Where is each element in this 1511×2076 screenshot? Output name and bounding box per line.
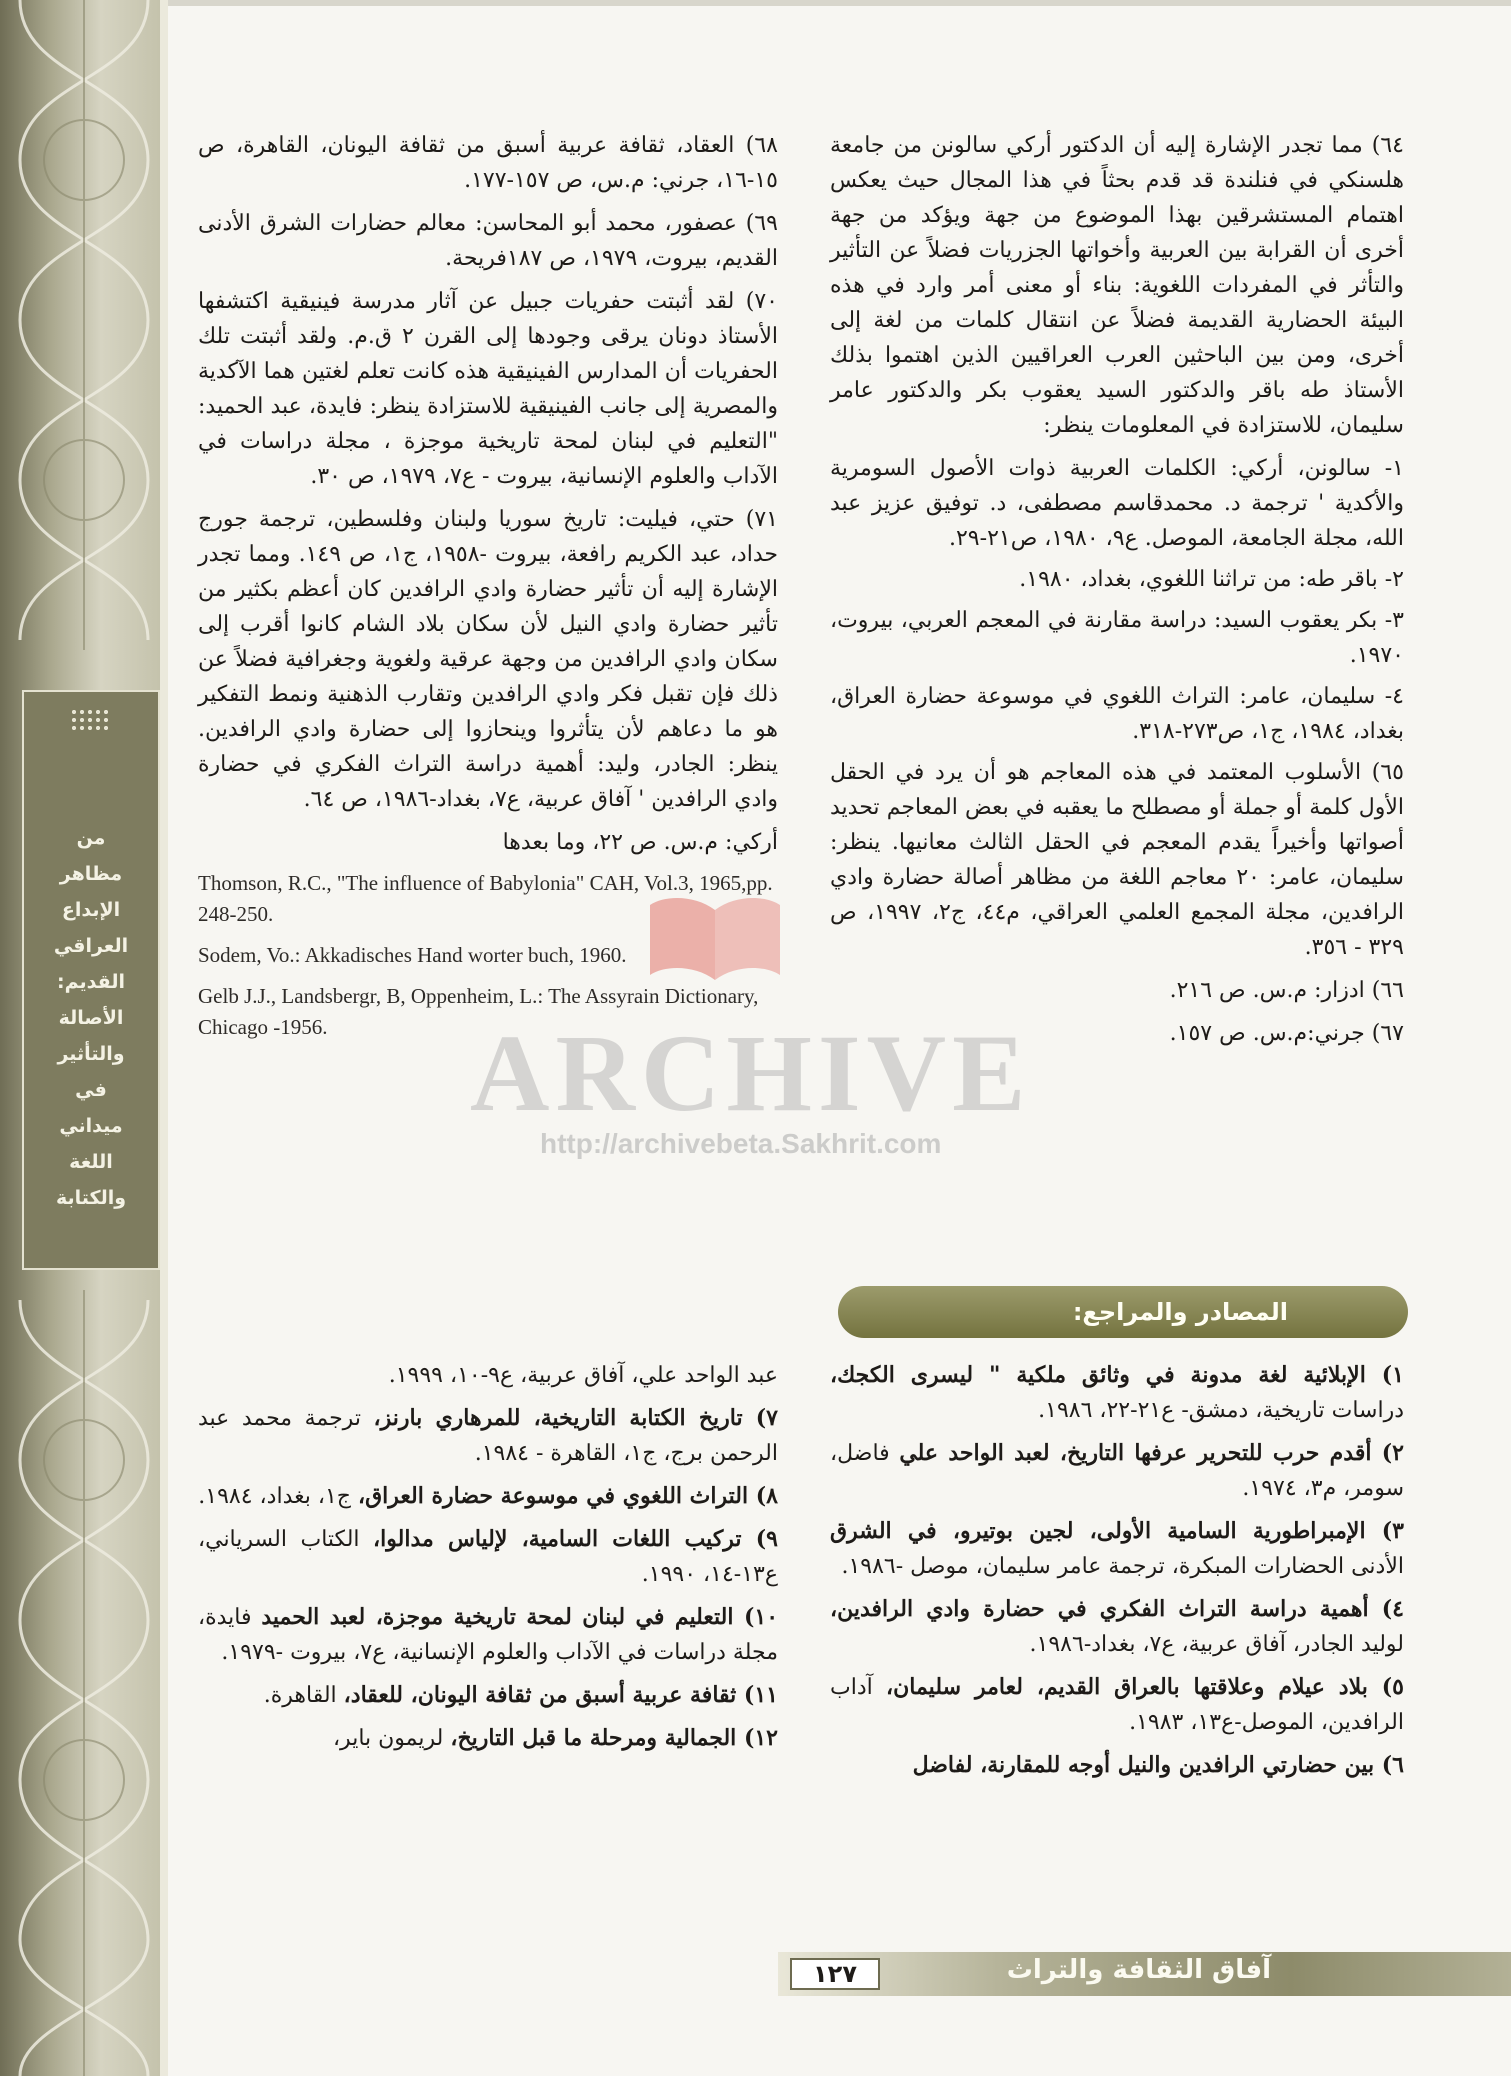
- footnote-71: ٧١) حتي، فيليت: تاريخ سوريا ولبنان وفلسطين، ترجمة جورج حداد، عبد الكريم رافعة، بيروت -١٩٥٨، ج١، ص ١٤٩. ومما تجدر الإشارة إليه أن تأثير حضارة وادي الرافدين كان أعظم بكثير من تأثير حضارة وادي النيل لأن سكان بلاد الشام كانوا أقرب إلى سكان وادي الرافدين من وجهة عرقية ولغوية وجغرافية فضلاً عن ذلك فإن تقبل فكر وادي الرافدين وتقارب الذهنية ونمط التفكير هو ما دعاهم لأن يتأثروا وينحازوا إلى حضارة وادي الرافدين. ينظر: الجادر، وليد: أهمية دراسة التراث الفكري في حضارة وادي الرافدين ' آفاق عربية، ع٧، بغداد-١٩٨٦، ص ٦٤.: [198, 507, 778, 812]
- reference-item: [198, 1479, 778, 1514]
- reference-title: ٦) بين حضارتي الرافدين والنيل أوجه للمقارنة، لفاضل: [912, 1752, 1404, 1778]
- side-title-line: والكتابة: [55, 1187, 127, 1209]
- latin-reference: Thomson, R.C., "The influence of Babylonia" CAH, Vol.3, 1965,pp. 248-250.: [198, 871, 773, 926]
- reference-detail: عبد الواحد علي، آفاق عربية، ع٩-١٠، ١٩٩٩.: [388, 1363, 778, 1388]
- footnote-69: ٦٩) عصفور، محمد أبو المحاسن: معالم حضارات الشرق الأدنى القديم، بيروت، ١٩٧٩، ص ١٨٧فريحة.: [198, 211, 778, 271]
- side-title-line: من: [76, 827, 106, 849]
- magazine-title: آفاق الثقافة والتراث: [1006, 1955, 1271, 1985]
- footnote-71-extra: أركي: م.س. ص ٢٢، وما بعدها: [502, 830, 778, 855]
- references-right-column: [830, 1358, 1404, 1791]
- reference-detail: آداب الرافدين، الموصل-ع١٣، ١٩٨٣.: [830, 1675, 1404, 1735]
- reference-detail: الكتاب السرياني، ع١٣-١٤، ١٩٩٠.: [198, 1527, 778, 1587]
- reference-detail: ترجمة محمد عبد الرحمن برج، ج١، القاهرة - ١٩٨٤.: [198, 1406, 778, 1466]
- side-title-line: الأصالة: [58, 1007, 124, 1029]
- watermark-book-icon: [640, 880, 790, 990]
- reference-detail: فايدة، مجلة دراسات في الآداب والعلوم الإنسانية، ع٧، بيروت -١٩٧٩.: [198, 1605, 778, 1665]
- side-title-line: الإبداع: [61, 899, 121, 921]
- watermark-text: ARCHIVE: [470, 1012, 1032, 1134]
- reference-title: ٨) التراث اللغوي في موسوعة حضارة العراق،: [357, 1483, 778, 1509]
- reference-title: ١١) ثقافة عربية أسبق من ثقافة اليونان، للعقاد،: [343, 1682, 778, 1708]
- reference-title: ٧) تاريخ الكتابة التاريخية، للمرهاري بارنز،: [373, 1405, 778, 1431]
- side-title-line: ميداني: [59, 1115, 123, 1137]
- reference-item: [198, 1678, 778, 1713]
- reference-title: ٣) الإمبراطورية السامية الأولى، لجين بوتيرو، في الشرق: [830, 1518, 1404, 1544]
- reference-item: [830, 1358, 1404, 1428]
- side-title-line: والتأثير: [57, 1043, 125, 1065]
- reference-title: ٢) أقدم حرب للتحرير عرفها التاريخ، لعبد الواحد علي: [899, 1440, 1404, 1466]
- reference-detail: القاهرة.: [263, 1683, 337, 1708]
- footnote-66: ٦٦) ادزار: م.س. ص ٢١٦.: [1169, 978, 1404, 1003]
- footnotes-right-column: [830, 128, 1404, 1059]
- side-title: [22, 820, 160, 1216]
- footnote-64-ref-1: ١- سالونن، أركي: الكلمات العربية ذوات الأصول السومرية والأكدية ' ترجمة د. محمدقاسم مصطفى، د. توفيق عزيز عبد الله، مجلة الجامعة، الموصل. ع٩، ١٩٨٠، ص٢١-٢٩.: [830, 456, 1404, 551]
- side-title-line: اللغة: [69, 1151, 113, 1173]
- reference-detail: دراسات تاريخية، دمشق- ع٢١-٢٢، ١٩٨٦.: [1038, 1398, 1404, 1423]
- reference-title: ١) الإبلائية لغة مدونة في وثائق ملكية " ليسرى الكجك،: [830, 1362, 1404, 1388]
- reference-title: ١٠) التعليم في لبنان لمحة تاريخية موجزة، لعبد الحميد: [261, 1604, 779, 1630]
- reference-item: [830, 1514, 1404, 1584]
- footnote-64-ref-2: ٢- باقر طه: من تراثنا اللغوي، بغداد، ١٩٨٠.: [1019, 567, 1404, 592]
- reference-detail: لريمون باير،: [332, 1726, 444, 1751]
- decorative-side-band: [0, 0, 168, 2076]
- reference-title: ١٢) الجمالية ومرحلة ما قبل التاريخ،: [450, 1725, 778, 1751]
- references-left-column: [198, 1358, 778, 1764]
- side-title-line: العراقي: [53, 935, 129, 957]
- reference-item: [830, 1748, 1404, 1783]
- reference-item: [830, 1670, 1404, 1740]
- reference-detail: الأدنى الحضارات المبكرة، ترجمة عامر سليمان، موصل -١٩٨٦.: [841, 1554, 1404, 1579]
- references-heading: المصادر والمراجع:: [838, 1286, 1408, 1338]
- reference-title: ٤) أهمية دراسة التراث الفكري في حضارة وادي الرافدين،: [830, 1596, 1404, 1622]
- reference-title: ٥) بلاد عيلام وعلاقتها بالعراق القديم، لعامر سليمان،: [886, 1674, 1404, 1700]
- reference-detail: لوليد الجادر، آفاق عربية، ع٧، بغداد-١٩٨٦.: [1029, 1632, 1404, 1657]
- footnote-64-ref-4: ٤- سليمان، عامر: التراث اللغوي في موسوعة حضارة العراق، بغداد، ١٩٨٤، ج١، ص٢٧٣-٣١٨.: [830, 684, 1404, 744]
- side-title-line: القديم:: [57, 971, 125, 993]
- watermark-url: http://archivebeta.Sakhrit.com: [540, 1128, 942, 1159]
- footnote-64-ref-3: ٣- بكر يعقوب السيد: دراسة مقارنة في المعجم العربي، بيروت، ١٩٧٠.: [830, 608, 1404, 668]
- dot-pattern: [70, 708, 110, 734]
- footnote-65: ٦٥) الأسلوب المعتمد في هذه المعاجم هو أن يرد في الحقل الأول كلمة أو جملة أو مصطلح ما يعقبه في بعض المعاجم تحديد أصواتها وأخيراً يقدم المعجم في الحقل الثالث معانيها. ينظر: سليمان، عامر: ٢٠ معاجم اللغة من مظاهر أصالة حضارة وادي الرافدين، مجلة المجمع العلمي العراقي، م٤٤، ج٢، ١٩٩٧، ص ٣٢٩ - ٣٥٦.: [830, 760, 1404, 960]
- side-title-line: مظاهر: [59, 863, 123, 885]
- reference-item: [198, 1600, 778, 1670]
- top-rule: [168, 0, 1511, 6]
- reference-item: [830, 1436, 1404, 1506]
- reference-title: ٩) تركيب اللغات السامية، لإلياس مدالوا،: [373, 1526, 778, 1552]
- footnote-70: ٧٠) لقد أثبتت حفريات جبيل عن آثار مدرسة فينيقية اكتشفها الأستاذ دونان يرقى وجودها إلى القرن ٢ ق.م. ولقد أثبتت تلك الحفريات أن المدارس الفينيقية هذه كانت تعلم لغتين هما الآكدية والمصرية إلى جانب الفينيقية للاستزادة ينظر: فايدة، عبد الحميد: "التعليم في لبنان لمحة تاريخية موجزة ، مجلة دراسات في الآداب والعلوم الإنسانية، بيروت - ع٧، ١٩٧٩، ص ٣٠.: [198, 289, 778, 489]
- footnote-68: ٦٨) العقاد، ثقافة عربية أسبق من ثقافة اليونان، القاهرة، ص ١٥-١٦، جرني: م.س، ص ١٥٧-١٧٧.: [198, 133, 778, 193]
- page-number: ١٢٧: [790, 1958, 880, 1990]
- reference-item: [198, 1522, 778, 1592]
- reference-item: [198, 1401, 778, 1471]
- reference-item: [198, 1721, 778, 1756]
- latin-reference: Sodem, Vo.: Akkadisches Hand worter buch, 1960.: [198, 943, 627, 967]
- reference-detail: ج١، بغداد، ١٩٨٤.: [198, 1484, 351, 1509]
- reference-item: [830, 1592, 1404, 1662]
- reference-item: [198, 1358, 778, 1393]
- reference-detail: فاضل، سومر، م٣، ١٩٧٤.: [830, 1441, 1404, 1501]
- side-title-line: في: [75, 1079, 107, 1101]
- footnote-64: ٦٤) مما تجدر الإشارة إليه أن الدكتور أركي سالونن من جامعة هلسنكي في فنلندة قد قدم بحثاً في هذا المجال حيث يعكس اهتمام المستشرقين بهذا الموضوع من جهة ويؤكد من جهة أخرى أن القرابة بين العربية وأخواتها الجزريات فضلاً عن التأثير والتأثر في المفردات اللغوية: بناء أو معنى أمر وارد في هذه البيئة الحضارية القديمة فضلاً عن انتقال كلمات من لغة إلى أخرى، ومن بين الباحثين العرب العراقيين الذين اهتموا بذلك الأستاذ طه باقر والدكتور السيد يعقوب بكر والدكتور عامر سليمان، للاستزادة في المعلومات ينظر:: [830, 133, 1404, 438]
- latin-reference: Gelb J.J., Landsbergr, B, Oppenheim, L.: The Assyrain Dictionary, Chicago -1956.: [198, 984, 759, 1039]
- footnote-67: ٦٧) جرني:م.س. ص ١٥٧.: [1169, 1021, 1404, 1046]
